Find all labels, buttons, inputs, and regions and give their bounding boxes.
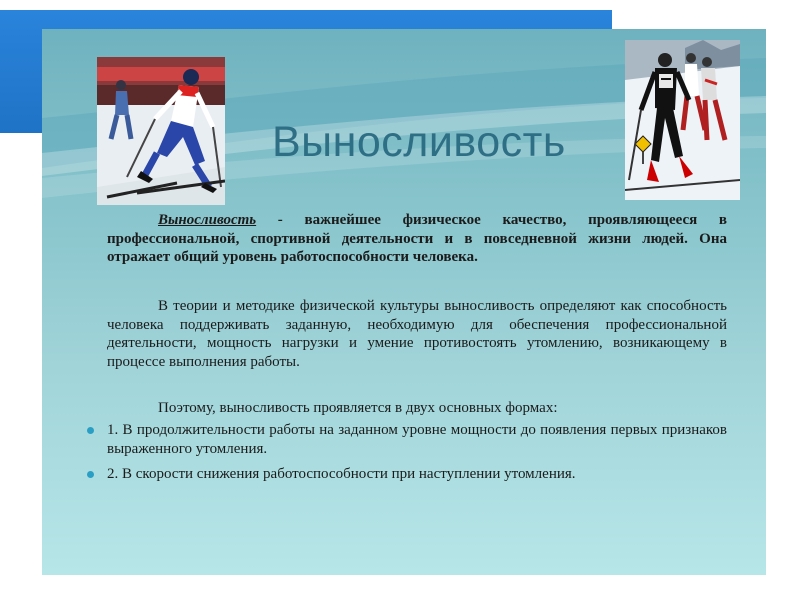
theory-paragraph xyxy=(107,297,727,371)
slide-title: Выносливость xyxy=(272,118,566,166)
skier-photo-left xyxy=(97,57,225,205)
definition-paragraph xyxy=(107,211,727,267)
definition-text: - важнейшее физическое качество, проявляющееся в профессиональной, спортивной деятельности и в повседневной жизни людей. Она отражает общий уровень работоспособности человека. xyxy=(107,212,727,265)
bullet-dot-2 xyxy=(87,471,94,478)
forms-intro-text: Поэтому, выносливость проявляется в двух основных формах: xyxy=(158,400,558,416)
skiers-photo-right xyxy=(625,40,740,200)
bullet-dot-1 xyxy=(87,427,94,434)
theory-text: В теории и методике физической культуры выносливость определяют как способность человека поддерживать заданную, необходимую для обеспечения профессиональной деятельности, мощность нагрузки и умение противостоять утомлению, возникающему в процессе выполнения работы. xyxy=(107,298,727,370)
bullet-item-2: 2. В скорости снижения работоспособности при наступлении утомления. xyxy=(107,466,576,482)
definition-term: Выносливость xyxy=(158,212,257,228)
bullet-item-1: 1. В продолжительности работы на заданном уровне мощности до появления первых признаков выраженного утомления. xyxy=(107,422,727,457)
forms-intro-paragraph xyxy=(107,399,727,418)
